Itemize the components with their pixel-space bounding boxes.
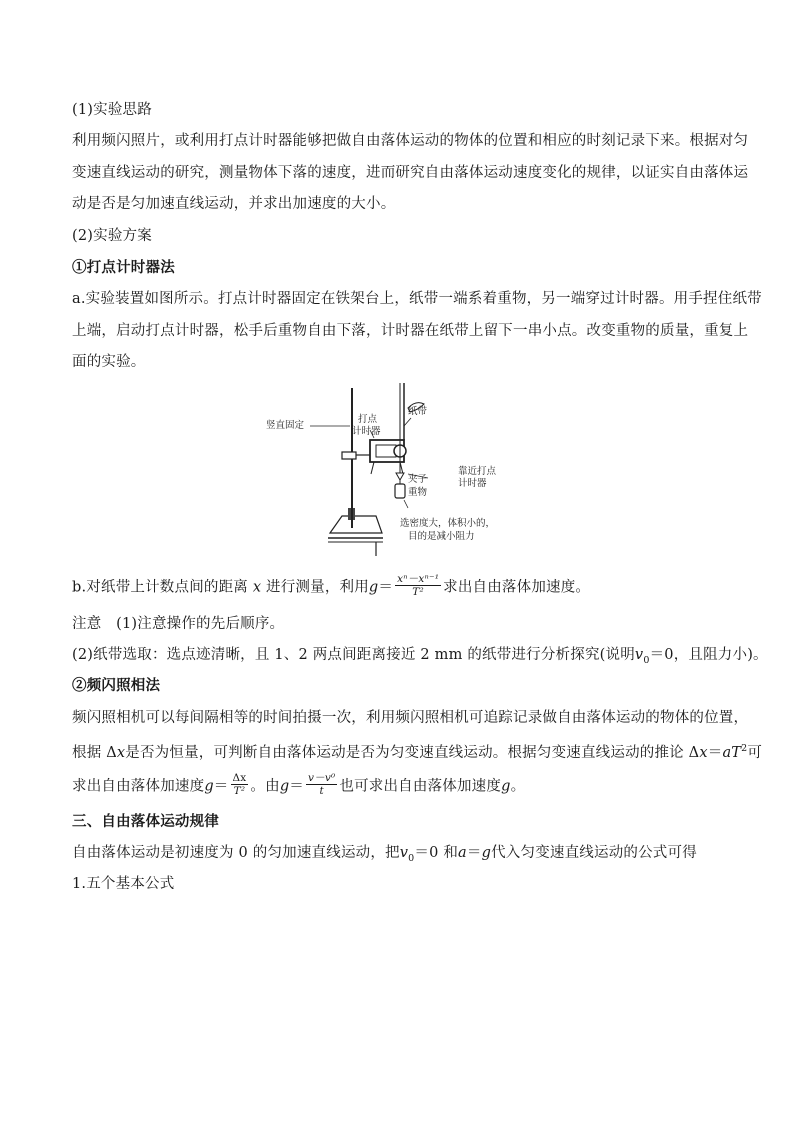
note-line: 注意 (1)注意操作的先后顺序。: [72, 616, 285, 632]
fraction: $\frac{\Delta x}{\text{T²}}$: [232, 772, 247, 797]
label-note-line2: 目的是减小阻力: [408, 531, 475, 542]
weight: [395, 484, 405, 498]
apparatus-figure: [258, 378, 538, 558]
fraction: $\frac{\text{v－v⁰}}{t}$: [308, 772, 336, 797]
timer-window: [376, 445, 396, 457]
clip: [396, 473, 404, 480]
section-heading-experiment-idea: (1)实验思路: [72, 102, 152, 118]
subsection-heading-five-formulas: 1.五个基本公式: [72, 876, 175, 892]
label-timer-line1: 打点: [358, 414, 378, 425]
paragraph-line: 动是否是匀加速直线运动，并求出加速度的大小。: [72, 196, 396, 212]
paragraph-line: 面的实验。: [72, 354, 146, 370]
section-heading-experiment-plan: (2)实验方案: [72, 228, 152, 244]
paragraph-formula-line: b.对纸带上计数点间的距离 x 进行测量，利用g＝ $\frac{\text{xⁿ－xⁿ⁻¹}}{\text{T²}}$ 求出自由落体加速度。: [72, 573, 591, 598]
paragraph-line: 变速直线运动的研究，测量物体下落的速度，进而研究自由落体运动速度变化的规律，以证实自由落体运: [72, 165, 749, 181]
paragraph-line: 上端，启动打点计时器，松手后重物自由下落，计时器在纸带上留下一串小点。改变重物的质量，重复上: [72, 323, 749, 339]
paragraph-line: 频闪照相机可以每间隔相等的时间拍摄一次，利用频闪照相机可追踪记录做自由落体运动的物体的位置，: [72, 710, 749, 726]
clamp: [342, 452, 356, 459]
label-clip: 夹子: [408, 474, 428, 485]
method-heading-timer: ①打点计时器法: [72, 259, 175, 276]
fraction: $\frac{\text{xⁿ－xⁿ⁻¹}}{\text{T²}}$: [397, 573, 440, 598]
paragraph-line: (2)纸带选取：选点迹清晰，且 1、2 两点间距离接近 2 mm 的纸带进行分析探究(说明$v_0=0$，且阻力小)。: [72, 647, 768, 666]
label-tape: 纸带: [408, 406, 428, 417]
timer-leg: [371, 462, 374, 474]
apparatus-diagram: [258, 378, 538, 558]
section-heading-free-fall-laws: 三、自由落体运动规律: [72, 813, 219, 830]
paragraph-line: 利用频闪照片，或利用打点计时器能够把做自由落体运动的物体的位置和相应的时刻记录下来。根据对匀: [72, 133, 749, 149]
paragraph-line: 自由落体运动是初速度为 0 的匀加速直线运动，把$v_0=0$ 和a＝g代入匀变速直线运动的公式可得: [72, 845, 697, 864]
stand-base: [330, 516, 382, 533]
label-timer-line2: 计时器: [352, 426, 381, 437]
paragraph-line: a.实验装置如图所示。打点计时器固定在铁架台上，纸带一端系着重物，另一端穿过计时器。用手捏住纸带: [72, 291, 762, 307]
label-vertical: 竖直固定: [266, 420, 305, 431]
label-note-line1: 选密度大，体积小的，: [400, 518, 496, 529]
label-near-timer-line2: 计时器: [458, 478, 487, 489]
paragraph-formula-line: 求出自由落体加速度g＝ $\frac{\Delta x}{\text{T²}}$ 。由g＝ $\frac{\text{v－v⁰}}{t}$ 也可求出自由落体加速度g。: [72, 772, 526, 797]
method-heading-strobe: ②频闪照相法: [72, 677, 161, 694]
label-weight: 重物: [408, 487, 428, 498]
paragraph-line: 根据 Δx是否为恒量，可判断自由落体运动是否为匀变速直线运动。根据匀变速直线运动的推论 $\Delta x=aT^2$可: [72, 743, 763, 761]
label-near-timer-line1: 靠近打点: [458, 466, 497, 477]
